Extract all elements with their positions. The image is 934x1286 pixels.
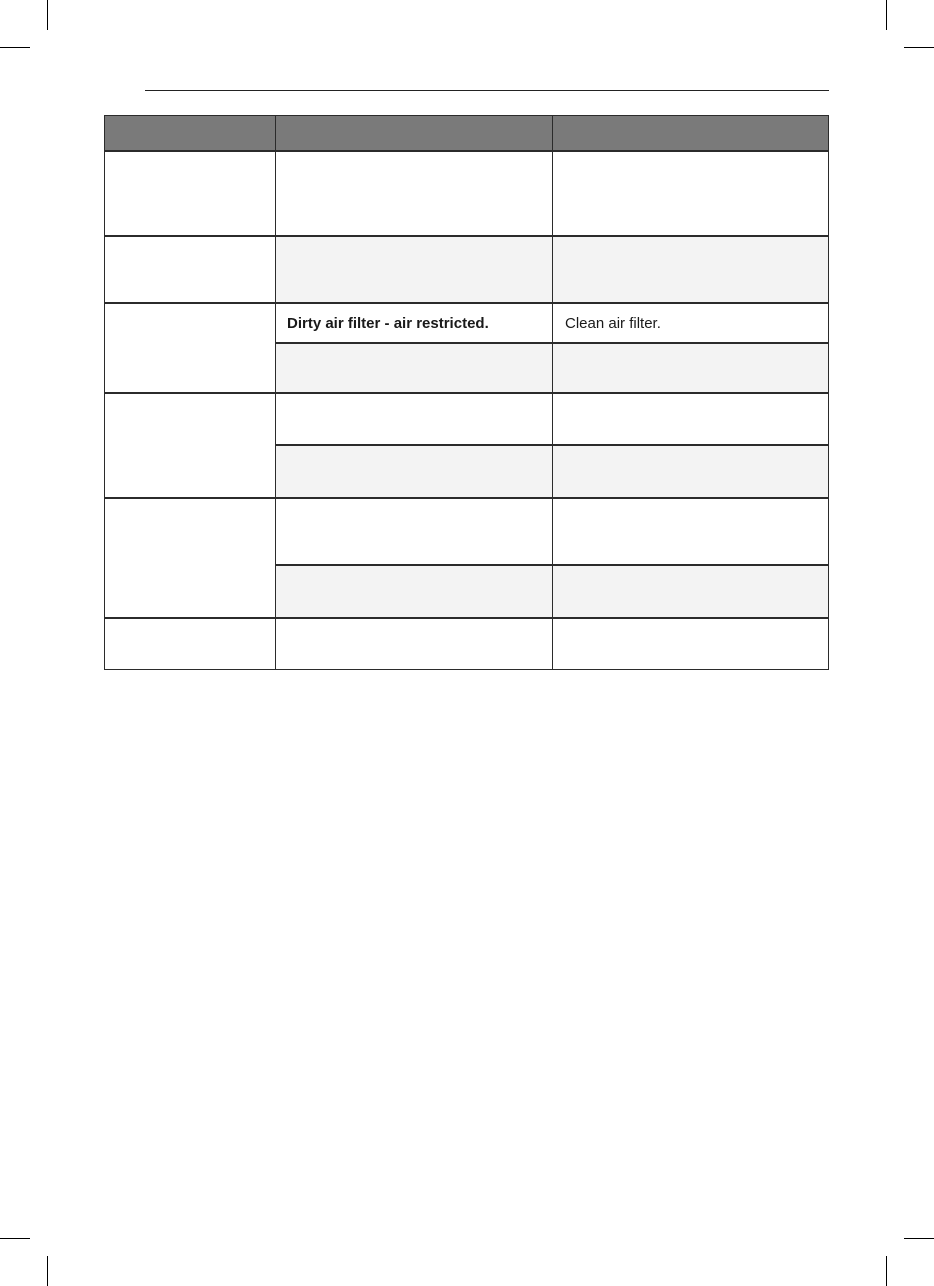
row-divider <box>105 617 828 619</box>
troubleshooting-table <box>104 115 829 670</box>
crop-mark <box>47 1256 48 1286</box>
row-divider <box>105 150 828 152</box>
crop-mark <box>886 1256 887 1286</box>
row-divider <box>105 392 828 394</box>
crop-mark <box>904 1238 934 1239</box>
solution-text: Clean air filter. <box>565 315 661 332</box>
row-divider <box>105 497 828 499</box>
header-rule <box>145 90 829 91</box>
crop-mark <box>904 47 934 48</box>
crop-mark <box>886 0 887 30</box>
crop-mark <box>0 1238 30 1239</box>
row-divider <box>105 235 828 237</box>
crop-mark <box>0 47 30 48</box>
column-divider <box>552 116 553 669</box>
table-header <box>105 116 828 150</box>
crop-mark <box>47 0 48 30</box>
cause-text: Dirty air filter - air restricted. <box>287 315 489 332</box>
column-divider <box>275 116 276 669</box>
